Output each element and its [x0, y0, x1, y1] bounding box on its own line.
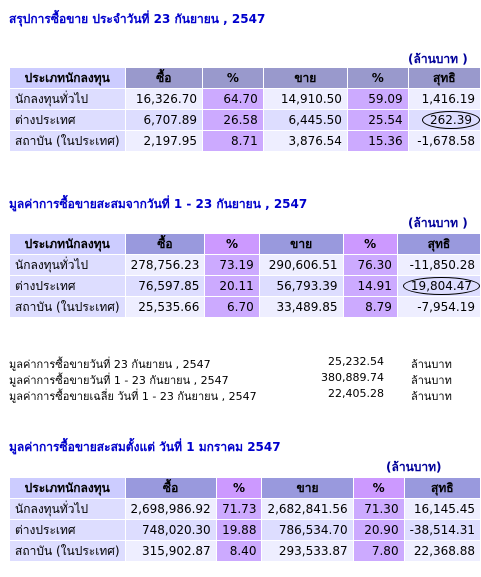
cell-buy-pct: 64.70: [202, 89, 263, 110]
cell-net: -38,514.31: [404, 520, 480, 541]
header-buy-pct: %: [202, 68, 263, 89]
header-buy-pct: %: [216, 478, 262, 499]
cell-sell: 33,489.85: [259, 297, 343, 318]
summary-unit: ล้านบาท: [411, 390, 452, 403]
row-label: ต่างประเทศ: [10, 276, 126, 297]
summary-label: มูลค่าการซื้อขายวันที่ 1 - 23 กันยายน , 2547: [9, 374, 229, 387]
header-buy: ซื้อ: [125, 68, 202, 89]
cell-buy-pct: 73.19: [205, 255, 259, 276]
cell-buy-pct: 8.40: [216, 541, 262, 562]
section3-table: [9, 477, 481, 562]
header-sell: ขาย: [263, 68, 347, 89]
table-row: [10, 110, 481, 131]
cell-net: -1,678.58: [408, 131, 480, 152]
cell-sell: 56,793.39: [259, 276, 343, 297]
cell-sell-pct: 8.79: [343, 297, 397, 318]
header-sell: ขาย: [259, 234, 343, 255]
cell-net: -11,850.28: [397, 255, 480, 276]
cell-buy: 315,902.87: [125, 541, 216, 562]
cell-net: [397, 276, 480, 297]
cell-sell-pct: 20.90: [353, 520, 404, 541]
cell-sell-pct: 14.91: [343, 276, 397, 297]
header-net: สุทธิ: [404, 478, 480, 499]
cell-sell: 14,910.50: [263, 89, 347, 110]
cell-net: 16,145.45: [404, 499, 480, 520]
header-buy: ซื้อ: [125, 478, 216, 499]
section1-title: สรุปการซื้อขาย ประจำวันที่ 23 กันยายน , 2547: [9, 12, 266, 26]
header-investor-type: ประเภทนักลงทุน: [10, 68, 126, 89]
row-label: นักลงทุนทั่วไป: [10, 89, 126, 110]
cell-buy-pct: 19.88: [216, 520, 262, 541]
cell-buy-pct: 26.58: [202, 110, 263, 131]
table-row: [10, 520, 481, 541]
table-row: [10, 541, 481, 562]
row-label: สถาบัน (ในประเทศ): [10, 131, 126, 152]
header-sell-pct: %: [353, 478, 404, 499]
table-row: [10, 276, 481, 297]
highlight-circle: 19,804.47: [403, 277, 480, 295]
section2-table: [9, 233, 481, 318]
cell-buy-pct: 20.11: [205, 276, 259, 297]
table-header: [10, 234, 481, 255]
header-net: สุทธิ: [408, 68, 480, 89]
cell-buy: 2,197.95: [125, 131, 202, 152]
summary-unit: ล้านบาท: [411, 358, 452, 371]
summary-value: 22,405.28: [328, 387, 384, 400]
row-label: สถาบัน (ในประเทศ): [10, 541, 126, 562]
cell-buy-pct: 8.71: [202, 131, 263, 152]
header-investor-type: ประเภทนักลงทุน: [10, 234, 126, 255]
table-row: [10, 89, 481, 110]
table-row: [10, 499, 481, 520]
cell-net: -7,954.19: [397, 297, 480, 318]
table-row: [10, 131, 481, 152]
cell-sell: 2,682,841.56: [262, 499, 353, 520]
header-sell-pct: %: [343, 234, 397, 255]
row-label: สถาบัน (ในประเทศ): [10, 297, 126, 318]
cell-buy: 748,020.30: [125, 520, 216, 541]
header-net: สุทธิ: [397, 234, 480, 255]
table-header: [10, 478, 481, 499]
summary-label: มูลค่าการซื้อขายวันที่ 23 กันยายน , 2547: [9, 358, 211, 371]
cell-buy: 25,535.66: [125, 297, 205, 318]
summary-unit: ล้านบาท: [411, 374, 452, 387]
cell-sell-pct: 7.80: [353, 541, 404, 562]
cell-sell: 6,445.50: [263, 110, 347, 131]
table-row: [10, 255, 481, 276]
cell-sell: 3,876.54: [263, 131, 347, 152]
cell-buy: 2,698,986.92: [125, 499, 216, 520]
header-buy-pct: %: [205, 234, 259, 255]
row-label: ต่างประเทศ: [10, 110, 126, 131]
section1-table: [9, 67, 481, 152]
row-label: นักลงทุนทั่วไป: [10, 255, 126, 276]
cell-buy: 16,326.70: [125, 89, 202, 110]
section3-unit: (ล้านบาท): [386, 460, 442, 474]
table-header: [10, 68, 481, 89]
summary-label: มูลค่าการซื้อขายเฉลี่ย วันที่ 1 - 23 กันยายน , 2547: [9, 390, 257, 403]
highlight-circle: 262.39: [422, 111, 480, 129]
section3-title: มูลค่าการซื้อขายสะสมตั้งแต่ วันที่ 1 มกราคม 2547: [9, 440, 281, 454]
cell-sell: 786,534.70: [262, 520, 353, 541]
cell-sell-pct: 71.30: [353, 499, 404, 520]
cell-sell-pct: 25.54: [347, 110, 408, 131]
cell-net: 1,416.19: [408, 89, 480, 110]
table-row: [10, 297, 481, 318]
header-buy: ซื้อ: [125, 234, 205, 255]
cell-buy: 76,597.85: [125, 276, 205, 297]
row-label: ต่างประเทศ: [10, 520, 126, 541]
header-sell: ขาย: [262, 478, 353, 499]
cell-sell-pct: 76.30: [343, 255, 397, 276]
section1-unit: (ล้านบาท ): [408, 52, 468, 66]
cell-sell: 293,533.87: [262, 541, 353, 562]
header-investor-type: ประเภทนักลงทุน: [10, 478, 126, 499]
summary-value: 25,232.54: [328, 355, 384, 368]
cell-buy: 278,756.23: [125, 255, 205, 276]
cell-net: 22,368.88: [404, 541, 480, 562]
cell-buy-pct: 71.73: [216, 499, 262, 520]
cell-sell: 290,606.51: [259, 255, 343, 276]
section2-unit: (ล้านบาท ): [408, 216, 468, 230]
cell-net: [408, 110, 480, 131]
cell-sell-pct: 15.36: [347, 131, 408, 152]
summary-value: 380,889.74: [321, 371, 384, 384]
section2-title: มูลค่าการซื้อขายสะสมจากวันที่ 1 - 23 กันยายน , 2547: [9, 197, 308, 211]
cell-buy-pct: 6.70: [205, 297, 259, 318]
header-sell-pct: %: [347, 68, 408, 89]
cell-sell-pct: 59.09: [347, 89, 408, 110]
cell-buy: 6,707.89: [125, 110, 202, 131]
row-label: นักลงทุนทั่วไป: [10, 499, 126, 520]
